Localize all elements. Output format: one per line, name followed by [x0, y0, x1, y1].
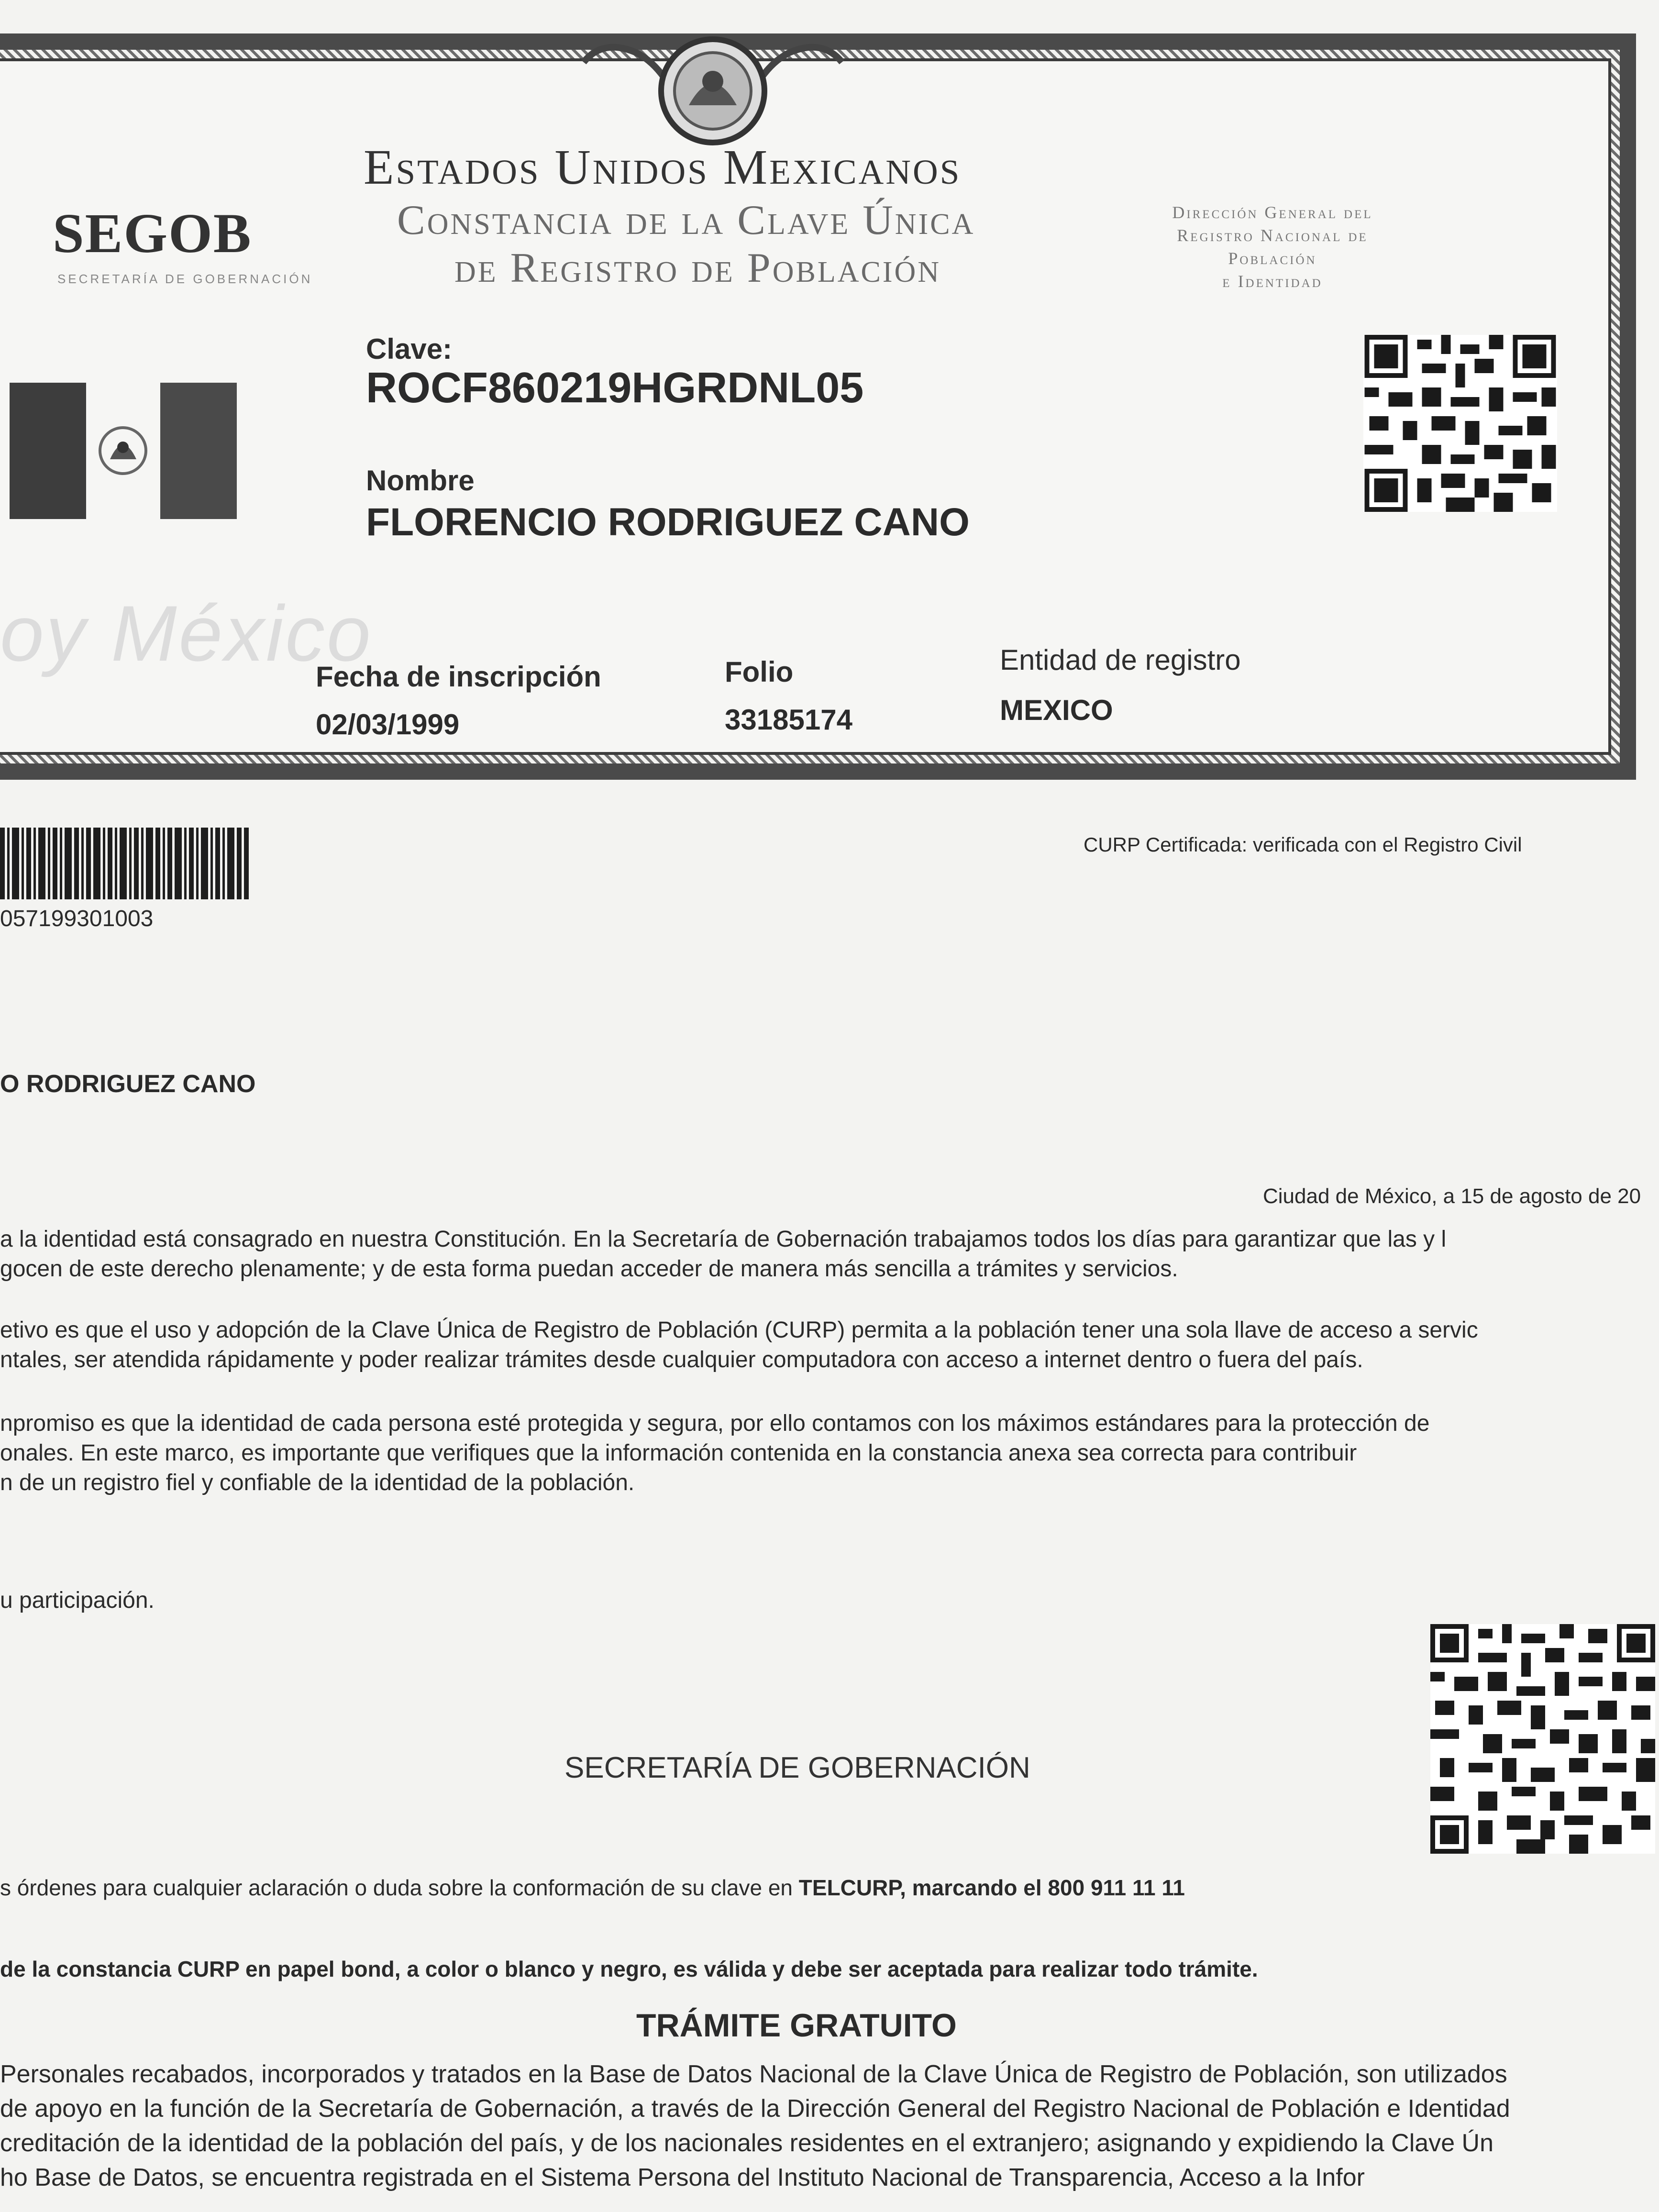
direction-line-1: Dirección General del [1172, 203, 1373, 222]
barcode-icon [0, 828, 251, 899]
letter-recipient: O RODRIGUEZ CANO [0, 1070, 256, 1098]
nombre-label: Nombre [366, 465, 475, 497]
validity-note: de la constancia CURP en papel bond, a color o blanco y negro, es válida y debe ser aceptada para realizar todo trámite. [0, 1957, 1258, 1981]
direction-line-2: Registro Nacional de Población [1177, 226, 1368, 268]
segob-subtitle: SECRETARÍA DE GOBERNACIÓN [57, 272, 313, 286]
clave-value: ROCF860219HGRDNL05 [366, 364, 864, 412]
direction-block [1162, 201, 1382, 293]
privacy-line-3: creditación de la identidad de la población del país, y de los nacionales residentes en el extranjero; asignando y expidiendo la Clave Ún [0, 2129, 1494, 2157]
header-title-line2: de Registro de Población [454, 245, 941, 291]
p3-line-3: n de un registro fiel y confiable de la identidad de la población. [0, 1470, 635, 1495]
clave-label: Clave: [366, 333, 453, 365]
header-country: Estados Unidos Mexicanos [364, 140, 962, 195]
entidad-label: Entidad de registro [1000, 644, 1241, 676]
telcurp-text: s órdenes para cualquier aclaración o duda sobre la conformación de su clave en [0, 1875, 799, 1900]
direction-line-3: e Identidad [1222, 272, 1323, 291]
curp-certified-note: CURP Certificada: verificada con el Registro Civil [1084, 833, 1522, 856]
letter-place-date: Ciudad de México, a 15 de agosto de 20 [1263, 1184, 1641, 1208]
signature-secretaria: SECRETARÍA DE GOBERNACIÓN [564, 1751, 1030, 1784]
privacy-notice [0, 2057, 1510, 2195]
qr-code-icon [1430, 1624, 1655, 1854]
nombre-value: FLORENCIO RODRIGUEZ CANO [366, 500, 970, 544]
qr-code-icon [1363, 335, 1557, 512]
p2-line-1: etivo es que el uso y adopción de la Clave Única de Registro de Población (CURP) permita a la población tener una sola llave de acceso a servic [0, 1317, 1478, 1343]
flag-right-band [160, 383, 237, 519]
p1-line-1: a la identidad está consagrado en nuestra Constitución. En la Secretaría de Gobernación trabajamos todos los días para garantizar que las y l [0, 1227, 1447, 1252]
privacy-line-1: Personales recabados, incorporados y tratados en la Base de Datos Nacional de la Clave Única de Registro de Población, son utilizados [0, 2060, 1507, 2088]
watermark-text: oy México [0, 589, 373, 677]
barcode-number: 057199301003 [0, 906, 154, 931]
letter-paragraph-3 [0, 1409, 1429, 1498]
flag-emblem-icon [93, 421, 153, 481]
telcurp-phone: TELCURP, marcando el 800 911 11 11 [798, 1875, 1185, 1900]
header-title-line1: Constancia de la Clave Única [397, 197, 975, 243]
p1-line-2: gocen de este derecho plenamente; y de esta forma puedan acceder de manera más sencilla a trámites y servicios. [0, 1256, 1178, 1282]
fecha-value: 02/03/1999 [316, 708, 460, 741]
tramite-gratuito: TRÁMITE GRATUITO [636, 2007, 957, 2044]
folio-value: 33185174 [725, 704, 852, 736]
privacy-line-2: de apoyo en la función de la Secretaría de Gobernación, a través de la Dirección General del Registro Nacional de Población e Identidad [0, 2095, 1510, 2123]
entidad-value: MEXICO [1000, 694, 1113, 726]
p2-line-2: ntales, ser atendida rápidamente y poder realizar trámites desde cualquier computadora con acceso a internet dentro o fuera del país. [0, 1347, 1363, 1372]
segob-logo: SEGOB [53, 202, 252, 265]
p3-line-1: npromiso es que la identidad de cada persona esté protegida y segura, por ello contamos con los máximos estándares para la protección de [0, 1411, 1430, 1436]
letter-paragraph-4: u participación. [0, 1588, 155, 1613]
p3-line-2: onales. En este marco, es importante que verifiques que la información contenida en la constancia anexa sea correcta para contribuir [0, 1440, 1357, 1466]
flag-left-band [10, 383, 86, 519]
telcurp-line [0, 1873, 1185, 1902]
fecha-label: Fecha de inscripción [316, 661, 601, 693]
privacy-line-4: ho Base de Datos, se encuentra registrada en el Sistema Persona del Instituto Nacional de Transparencia, Acceso a la Infor [0, 2164, 1365, 2191]
folio-label: Folio [725, 656, 794, 688]
letter-paragraph-2 [0, 1316, 1478, 1375]
letter-paragraph-1 [0, 1225, 1446, 1284]
national-seal-icon [574, 33, 852, 153]
